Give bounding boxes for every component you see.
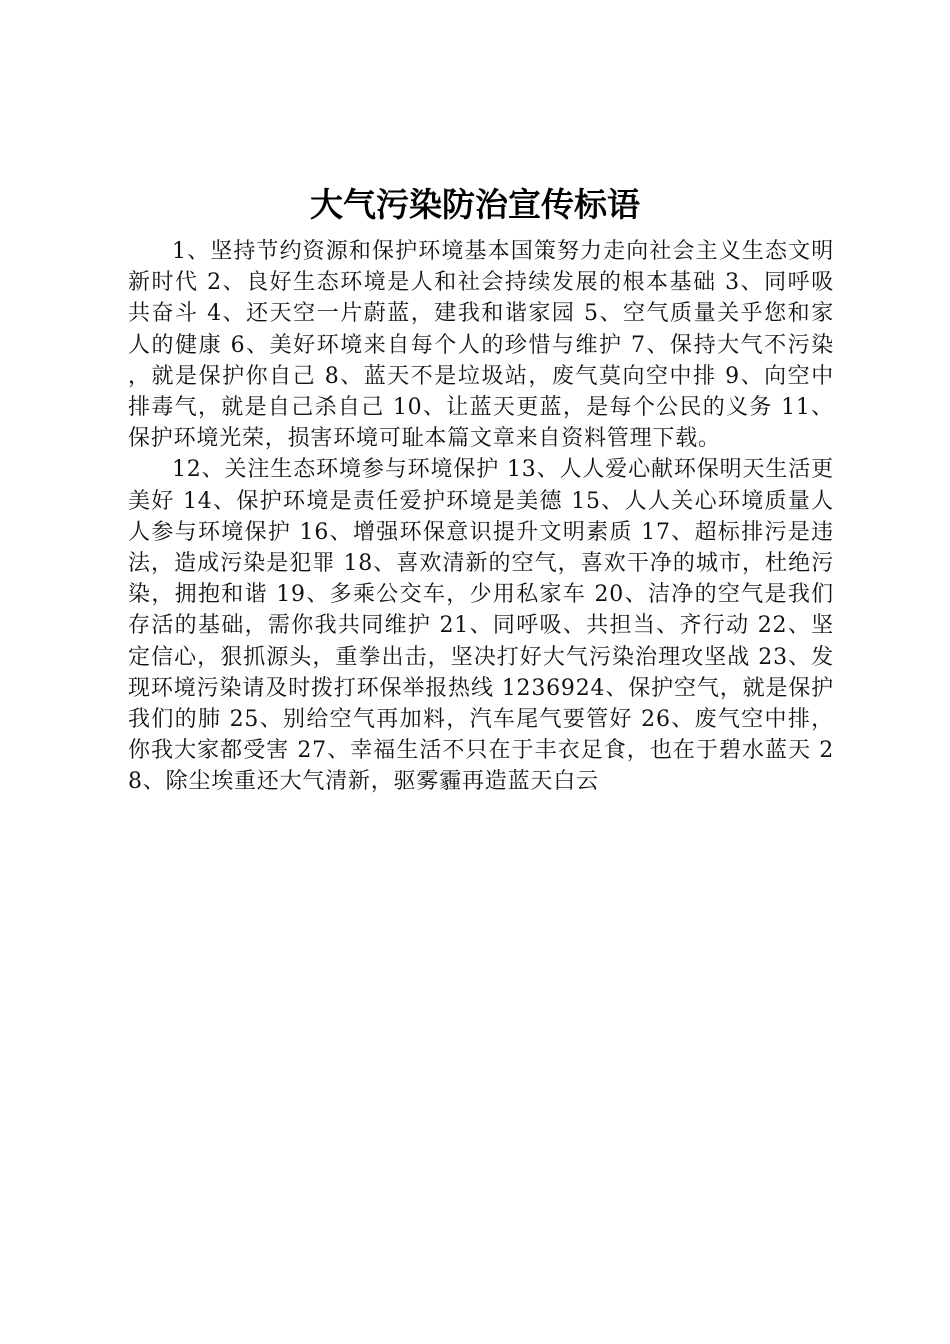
document-body xyxy=(128,236,834,798)
body-paragraph-1: 1、坚持节约资源和保护环境基本国策努力走向社会主义生态文明新时代 2、良好生态环境是人和社会持续发展的根本基础 3、同呼吸共奋斗 4、还天空一片蔚蓝，建我和谐家园 5、空气质量关乎您和家人的健康 6、美好环境来自每个人的珍惜与维护 7、保持大气不污染，就是保护你自己 8、蓝天不是垃圾站，废气莫向空中排 9、向空中排毒气，就是自己杀自己 10、让蓝天更蓝，是每个公民的义务 11、保护环境光荣，损害环境可耻本篇文章来自资料管理下载。 xyxy=(128,239,834,452)
body-paragraph-2: 12、关注生态环境参与环境保护 13、人人爱心献环保明天生活更美好 14、保护环境是责任爱护环境是美德 15、人人关心环境质量人人参与环境保护 16、增强环保意识提升文明素质 17、超标排污是违法，造成污染是犯罪 18、喜欢清新的空气，喜欢干净的城市，杜绝污染，拥抱和谐 19、多乘公交车，少用私家车 20、洁净的空气是我们存活的基础，需你我共同维护 21、同呼吸、共担当、齐行动 22、坚定信心，狠抓源头，重拳出击，坚决打好大气污染治理攻坚战 23、发现环境污染请及时拨打环保举报热线 1236924、保护空气，就是保护我们的肺 25、别给空气再加料，汽车尾气要管好 26、废气空中排，你我大家都受害 27、幸福生活不只在于丰衣足食，也在于碧水蓝天 28、除尘埃重还大气清新，驱雾霾再造蓝天白云 xyxy=(128,457,834,795)
document-title: 大气污染防治宣传标语 xyxy=(310,185,640,224)
